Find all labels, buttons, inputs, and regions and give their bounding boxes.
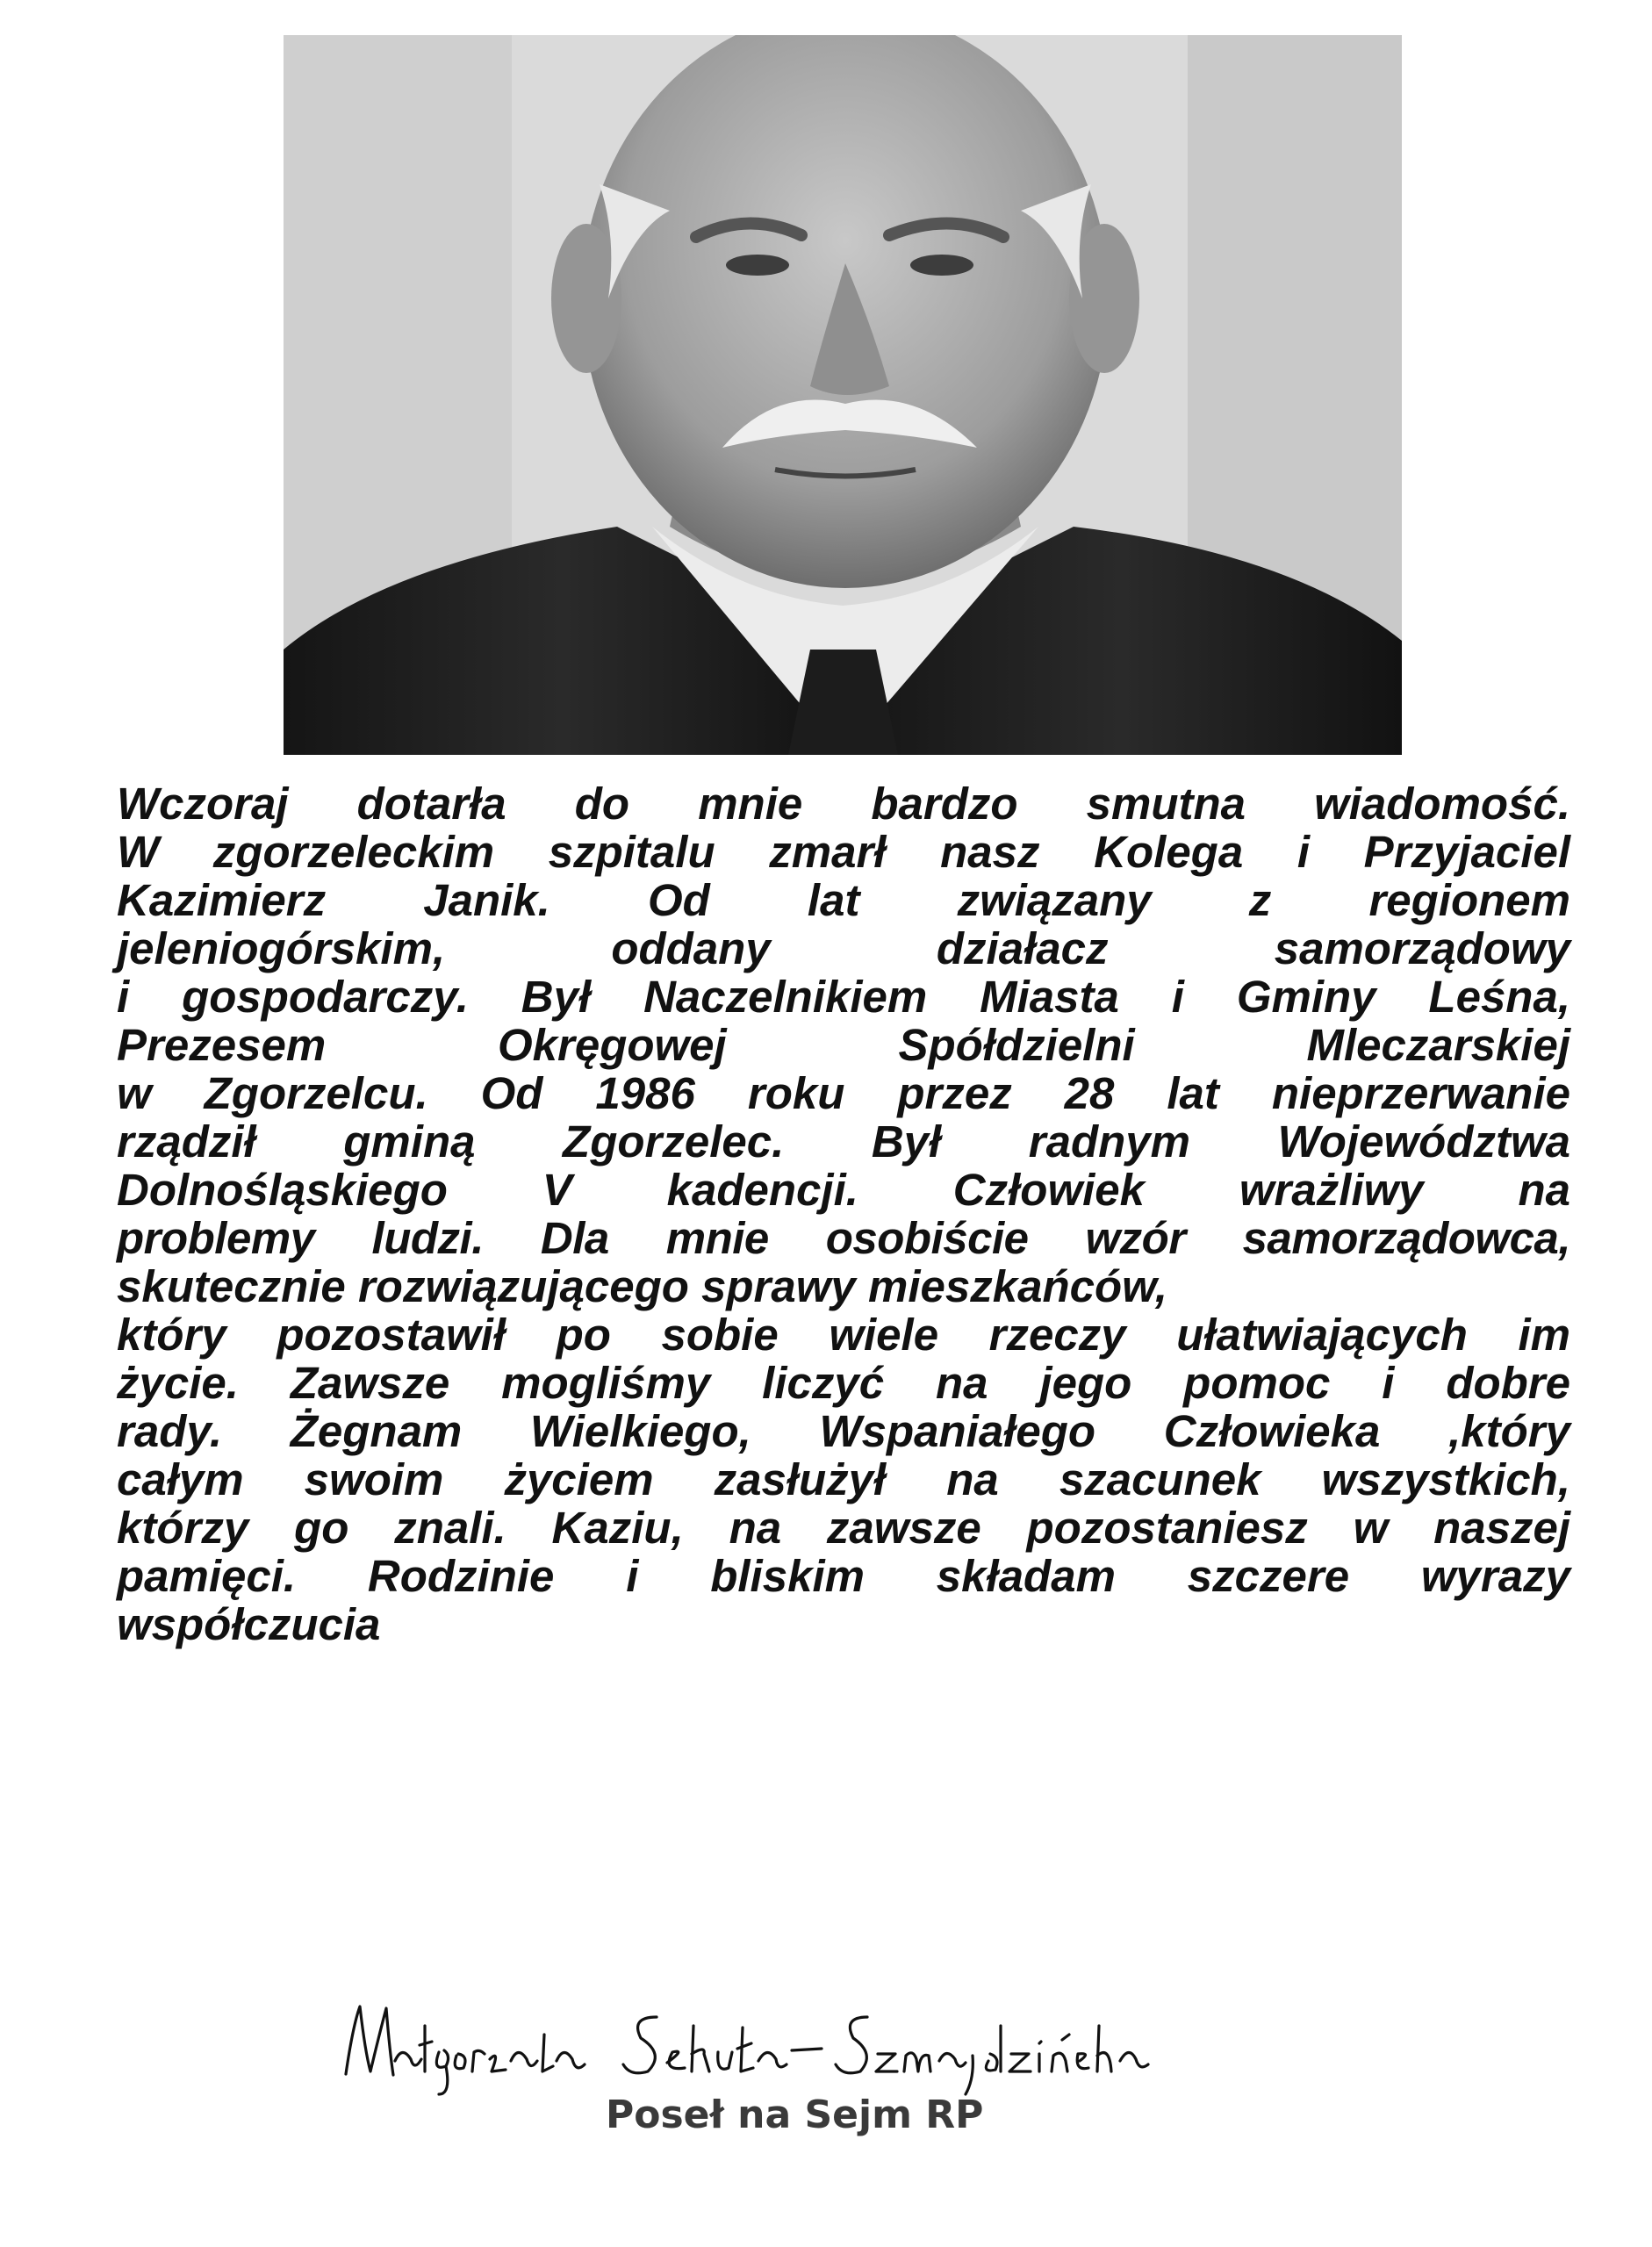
letter-line: problemy ludzi. Dla mnie osobiście wzór samorządowca, <box>117 1213 1570 1263</box>
condolence-letter <box>117 779 1570 1648</box>
letter-line: Wczoraj dotarła do mnie bardzo smutna wiadomość. <box>117 779 1570 829</box>
letter-line: współczucia <box>117 1599 381 1649</box>
letter-line: który pozostawił po sobie wiele rzeczy ułatwiających im <box>117 1310 1570 1360</box>
letter-line: skutecznie rozwiązującego sprawy mieszkańców, <box>117 1261 1168 1311</box>
letter-line: i gospodarczy. Był Naczelnikiem Miasta i Gminy Leśna, <box>117 972 1570 1022</box>
letter-line: Prezesem Okręgowej Spółdzielni Mleczarskiej <box>117 1020 1570 1070</box>
letter-line: jeleniogórskim, oddany działacz samorządowy <box>117 923 1570 973</box>
portrait-illustration <box>284 35 1402 755</box>
signature-strokes <box>341 1991 1271 2096</box>
letter-line: w Zgorzelcu. Od 1986 roku przez 28 lat nieprzerwanie <box>117 1068 1570 1118</box>
letter-line: życie. Zawsze mogliśmy liczyć na jego pomoc i dobre <box>117 1358 1570 1408</box>
letter-line: W zgorzeleckim szpitalu zmarł nasz Kolega i Przyjaciel <box>117 827 1570 877</box>
letter-line: rady. Żegnam Wielkiego, Wspaniałego Człowieka ,który <box>117 1406 1570 1456</box>
letter-line: którzy go znali. Kaziu, na zawsze pozostaniesz w naszej <box>117 1503 1570 1553</box>
letter-line: pamięci. Rodzinie i bliskim składam szczere wyrazy <box>117 1551 1570 1601</box>
portrait-photo <box>284 35 1402 755</box>
letter-line: rządził gminą Zgorzelec. Był radnym Województwa <box>117 1116 1570 1167</box>
letter-line: całym swoim życiem zasłużył na szacunek wszystkich, <box>117 1454 1570 1504</box>
author-title: Poseł na Sejm RP <box>606 2093 984 2137</box>
letter-line: Dolnośląskiego V kadencji. Człowiek wrażliwy na <box>117 1165 1570 1215</box>
handwritten-signature <box>341 1991 1271 2096</box>
letter-line: Kazimierz Janik. Od lat związany z regionem <box>117 875 1570 925</box>
